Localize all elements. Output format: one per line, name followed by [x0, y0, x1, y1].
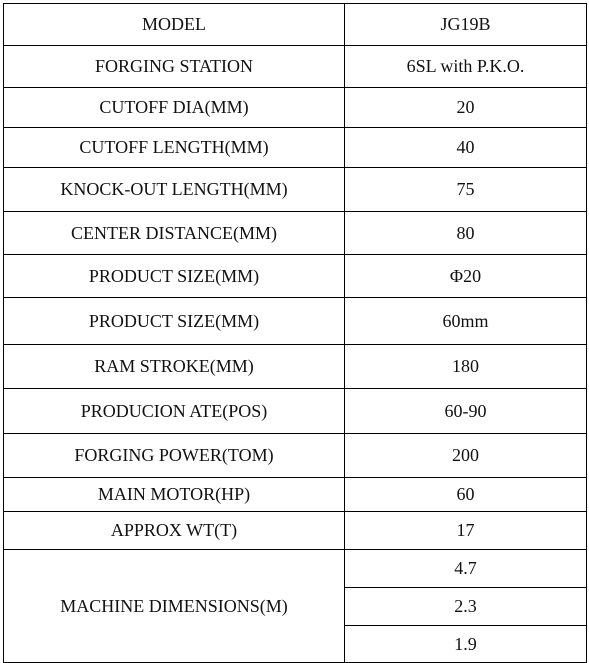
- spec-label: CENTER DISTANCE(MM): [4, 212, 345, 255]
- machine-dimensions-label: MACHINE DIMENSIONS(M): [4, 550, 345, 663]
- spec-value: 17: [345, 512, 587, 550]
- table-row: [4, 389, 587, 434]
- spec-label: RAM STROKE(MM): [4, 345, 345, 389]
- table-row: [4, 4, 587, 46]
- table-row: [4, 512, 587, 550]
- dimension-value: 1.9: [345, 626, 587, 663]
- table-row: [4, 434, 587, 478]
- spec-value: JG19B: [345, 4, 587, 46]
- spec-label: CUTOFF DIA(MM): [4, 88, 345, 128]
- spec-value: 80: [345, 212, 587, 255]
- spec-value: 60-90: [345, 389, 587, 434]
- spec-label: PRODUCT SIZE(MM): [4, 255, 345, 298]
- table-row: [4, 345, 587, 389]
- spec-value: 180: [345, 345, 587, 389]
- table-row: [4, 128, 587, 168]
- spec-value: 20: [345, 88, 587, 128]
- table-row: [4, 46, 587, 88]
- spec-value: 60: [345, 478, 587, 512]
- spec-label: FORGING STATION: [4, 46, 345, 88]
- table-row: [4, 550, 587, 588]
- table-row: [4, 212, 587, 255]
- spec-label: CUTOFF LENGTH(MM): [4, 128, 345, 168]
- spec-label: MAIN MOTOR(HP): [4, 478, 345, 512]
- spec-value: 60mm: [345, 298, 587, 345]
- spec-value: Φ20: [345, 255, 587, 298]
- spec-table-container: [3, 3, 587, 663]
- spec-value: 6SL with P.K.O.: [345, 46, 587, 88]
- dimension-value: 2.3: [345, 588, 587, 626]
- spec-label: APPROX WT(T): [4, 512, 345, 550]
- spec-label: PRODUCION ATE(POS): [4, 389, 345, 434]
- table-row: [4, 88, 587, 128]
- spec-value: 200: [345, 434, 587, 478]
- spec-table: [3, 3, 587, 663]
- table-row: [4, 255, 587, 298]
- spec-label: MODEL: [4, 4, 345, 46]
- dimension-value: 4.7: [345, 550, 587, 588]
- table-row: [4, 298, 587, 345]
- table-row: [4, 478, 587, 512]
- spec-label: KNOCK-OUT LENGTH(MM): [4, 168, 345, 212]
- spec-value: 75: [345, 168, 587, 212]
- table-row: [4, 168, 587, 212]
- spec-label: PRODUCT SIZE(MM): [4, 298, 345, 345]
- spec-value: 40: [345, 128, 587, 168]
- spec-label: FORGING POWER(TOM): [4, 434, 345, 478]
